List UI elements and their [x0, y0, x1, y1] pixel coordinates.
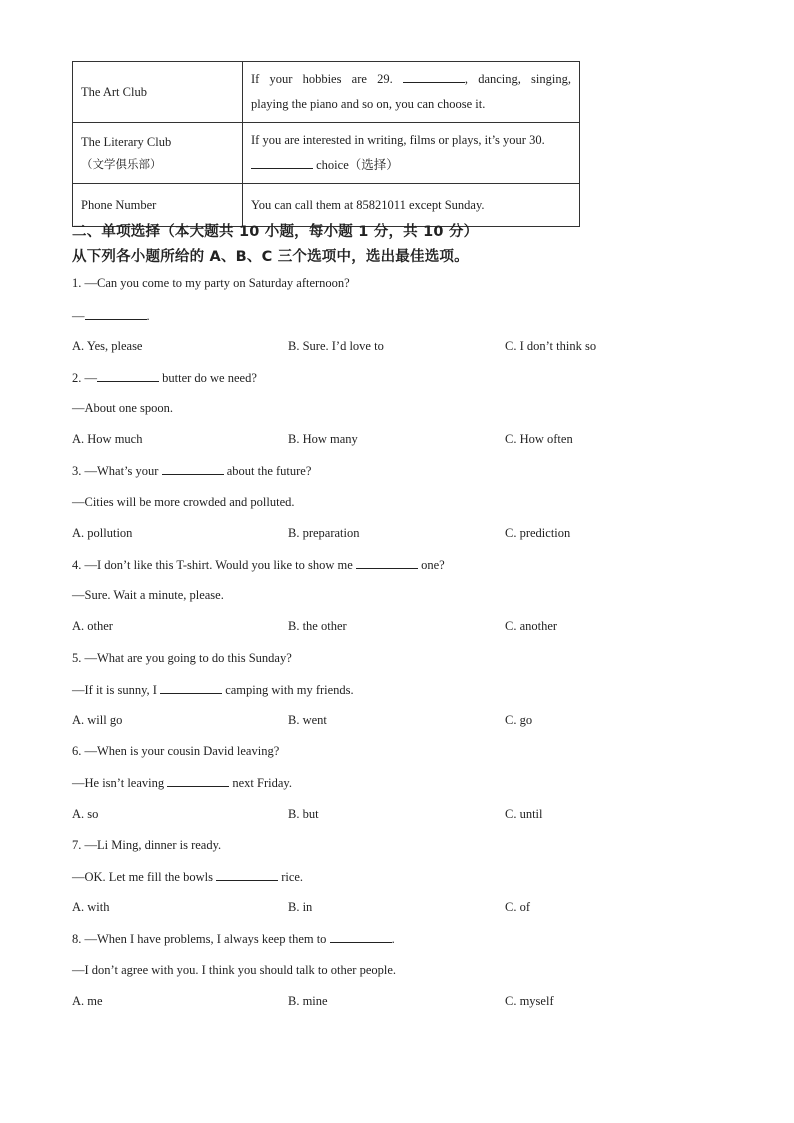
option-a[interactable]: A. will go: [72, 713, 123, 727]
answer-line: [72, 869, 303, 885]
club-name-chinese: （文学俱乐部）: [81, 157, 162, 171]
option-b[interactable]: B. How many: [288, 432, 358, 446]
question-text: 4. —I don’t like this T-shirt. Would you like to show me: [72, 558, 356, 572]
answer-text: —Sure. Wait a minute, please.: [72, 588, 224, 602]
answer-blank-30[interactable]: [251, 157, 313, 169]
option-b[interactable]: B. in: [288, 900, 313, 914]
option-b[interactable]: B. preparation: [288, 526, 360, 540]
answer-blank[interactable]: [97, 370, 159, 382]
answer-line: [72, 495, 295, 510]
club-desc-text: choice（选择）: [313, 158, 399, 172]
answer-text: —: [72, 309, 85, 323]
answer-blank[interactable]: [162, 463, 224, 475]
table-row: [73, 62, 580, 123]
answer-line: [72, 775, 292, 791]
answer-blank-29[interactable]: [403, 71, 465, 83]
question-text: .: [391, 932, 395, 946]
section-heading: 二、单项选择（本大题共 10 小题，每小题 1 分，共 10 分）: [72, 224, 479, 240]
question-line: [72, 557, 445, 573]
option-a[interactable]: A. with: [72, 900, 110, 914]
answer-blank[interactable]: [85, 308, 147, 320]
question-text: 5. —What are you going to do this Sunday?: [72, 651, 292, 665]
question-line: [72, 744, 279, 759]
question-line: [72, 931, 395, 947]
club-desc-text: , dancing, singing,: [464, 72, 571, 86]
answer-blank[interactable]: [330, 931, 392, 943]
question-text: 8. —When I have problems, I always keep them to: [72, 932, 330, 946]
option-c[interactable]: C. myself: [505, 994, 554, 1008]
question-line: [72, 276, 350, 291]
option-c[interactable]: C. I don’t think so: [505, 339, 597, 353]
option-b[interactable]: B. Sure. I’d love to: [288, 339, 384, 353]
question-line: [72, 463, 311, 479]
answer-text: next Friday.: [229, 776, 292, 790]
club-desc-line: [251, 67, 571, 92]
answer-text: .: [146, 309, 150, 323]
option-b[interactable]: B. the other: [288, 619, 347, 633]
option-a[interactable]: A. so: [72, 807, 99, 821]
answer-blank[interactable]: [167, 775, 229, 787]
answer-blank[interactable]: [356, 557, 418, 569]
club-name: The Art Club: [81, 84, 147, 99]
answer-blank[interactable]: [160, 682, 222, 694]
club-desc-text: If you are interested in writing, films or plays, it’s your 30.: [251, 133, 545, 147]
club-desc-line: [251, 92, 571, 117]
option-c[interactable]: C. of: [505, 900, 530, 914]
club-name-cell: [73, 62, 243, 123]
option-c[interactable]: C. How often: [505, 432, 573, 446]
option-c[interactable]: C. another: [505, 619, 558, 633]
answer-text: camping with my friends.: [222, 683, 354, 697]
option-a[interactable]: A. other: [72, 619, 113, 633]
option-b[interactable]: B. mine: [288, 994, 328, 1008]
option-a[interactable]: A. me: [72, 994, 103, 1008]
club-name: Phone Number: [81, 197, 157, 212]
club-name-cell: [73, 123, 243, 184]
answer-text: —If it is sunny, I: [72, 683, 161, 697]
answer-blank[interactable]: [216, 869, 278, 881]
answer-text: —About one spoon.: [72, 401, 174, 415]
answer-line: [72, 963, 396, 978]
club-desc-cell: [243, 123, 580, 184]
question-text: butter do we need?: [159, 371, 257, 385]
club-desc-text: You can call them at 85821011 except Sunday.: [251, 197, 485, 212]
option-c[interactable]: C. prediction: [505, 526, 571, 540]
question-text: 7. —Li Ming, dinner is ready.: [72, 838, 222, 852]
answer-text: —He isn’t leaving: [72, 776, 168, 790]
question-text: 6. —When is your cousin David leaving?: [72, 744, 280, 758]
club-desc-cell: [243, 62, 580, 123]
question-line: [72, 370, 257, 386]
option-c[interactable]: C. go: [505, 713, 533, 727]
club-name: The Literary Club: [81, 135, 172, 149]
club-desc-line: [251, 128, 571, 153]
answer-text: rice.: [278, 870, 304, 884]
club-desc-text: If your hobbies are 29.: [251, 72, 403, 86]
question-text: one?: [417, 558, 445, 572]
option-b[interactable]: B. but: [288, 807, 319, 821]
club-desc-text: playing the piano and so on, you can choose it.: [251, 97, 486, 111]
answer-line: [72, 401, 173, 416]
option-a[interactable]: A. How much: [72, 432, 143, 446]
option-b[interactable]: B. went: [288, 713, 327, 727]
question-text: 1. —Can you come to my party on Saturday afternoon?: [72, 276, 350, 290]
table-row: [73, 123, 580, 184]
answer-text: —I don’t agree with you. I think you should talk to other people.: [72, 963, 397, 977]
question-text: 2. —: [72, 371, 97, 385]
section-instruction: 从下列各小题所给的 A、B、C 三个选项中，选出最佳选项。: [72, 249, 469, 265]
answer-line: [72, 308, 150, 324]
club-desc-line: [251, 153, 571, 178]
question-line: [72, 651, 292, 666]
option-a[interactable]: A. pollution: [72, 526, 133, 540]
answer-line: [72, 588, 224, 603]
club-table: [72, 61, 580, 227]
question-text: about the future?: [223, 464, 312, 478]
option-c[interactable]: C. until: [505, 807, 543, 821]
option-a[interactable]: A. Yes, please: [72, 339, 143, 353]
answer-line: [72, 682, 354, 698]
question-text: 3. —What’s your: [72, 464, 162, 478]
question-line: [72, 838, 221, 853]
answer-text: —OK. Let me fill the bowls: [72, 870, 217, 884]
answer-text: —Cities will be more crowded and polluted.: [72, 495, 295, 509]
